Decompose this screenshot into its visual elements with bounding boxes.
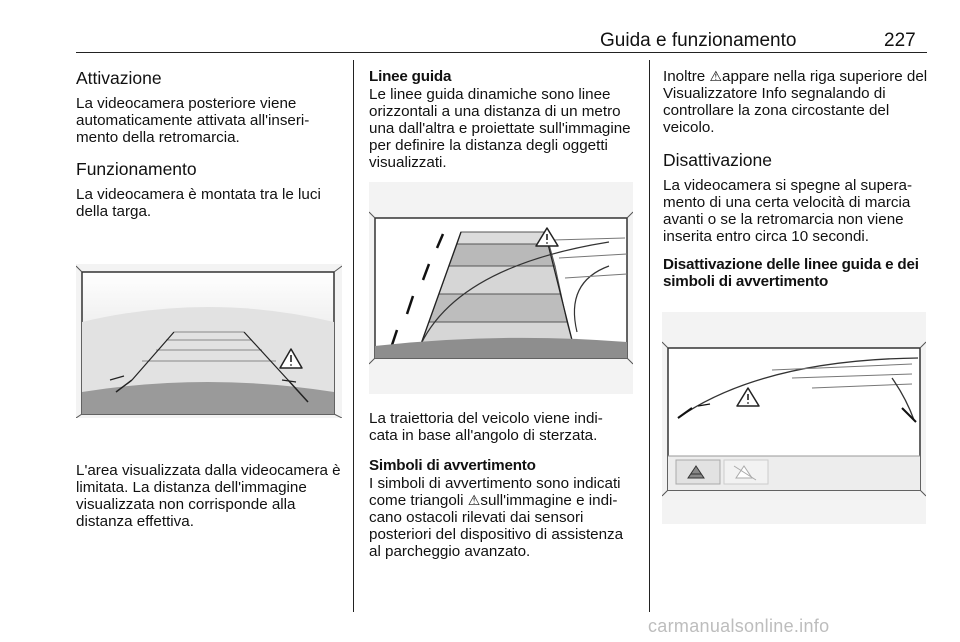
page-number: 227: [884, 30, 916, 51]
inoltre-text-part1: Inoltre: [663, 68, 706, 85]
warning-triangle-icon: ⚠: [709, 68, 723, 84]
paragraph-disattivazione: La videocamera si spegne al supera- mento di una certa velocità di marcia avanti o se la retromarcia non viene inserita entro circa 10 secondi.: [663, 177, 913, 245]
column-3: [663, 68, 929, 290]
paragraph-linee-guida: Le linee guida dinamiche sono linee orizzontali a una distanza di un metro una dall'altra e proiettate sull'immagine per definire la distanza degli oggetti visualizzati.: [369, 86, 631, 171]
figure-camera-view: [76, 264, 342, 418]
heading-linee-guida: Linee guida: [369, 68, 452, 85]
figure-disable-guidelines: [662, 312, 926, 524]
column-divider-2: [649, 60, 650, 612]
paragraph-area-visualizzata: L'area visualizzata dalla videocamera è limitata. La distanza dell'immagine visualizzata non corrisponde alla distanza effettiva.: [76, 462, 341, 530]
paragraph-traiettoria: La traiettoria del veicolo viene indi- cata in base all'angolo di sterzata.: [369, 410, 603, 444]
heading-simboli: Simboli di avvertimento: [369, 457, 536, 474]
guidelines-off-icon[interactable]: [724, 460, 768, 484]
column-1-lower: [76, 462, 344, 530]
guidelines-on-icon[interactable]: [676, 460, 720, 484]
guidelines-illustration: [369, 182, 633, 394]
column-divider-1: [353, 60, 354, 612]
heading-disattivazione: Disattivazione: [663, 150, 772, 170]
heading-funzionamento: Funzionamento: [76, 159, 197, 179]
camera-view-illustration: [76, 264, 342, 418]
paragraph-inoltre: [663, 68, 929, 136]
disable-guidelines-illustration: [662, 312, 926, 524]
inoltre-text-part2: appare nella riga superiore del Visualizzatore Info segnalando di controllare la zona circostante del veicolo.: [663, 68, 928, 136]
paragraph-funzionamento: La videocamera è montata tra le luci della targa.: [76, 186, 321, 220]
column-1: [76, 68, 344, 220]
column-2-lower: [369, 410, 635, 560]
simboli-text-part1: I simboli di avvertimento sono indicati come triangoli: [369, 475, 621, 509]
heading-disattivazione-linee: Disattivazione delle linee guida e dei simboli di avvertimento: [663, 256, 919, 290]
header-rule: [76, 52, 927, 53]
paragraph-simboli: [369, 475, 635, 560]
watermark: carmanualsonline.info: [648, 616, 830, 636]
paragraph-attivazione: La videocamera posteriore viene automaticamente attivata all'inseri- mento della retromarcia.: [76, 95, 310, 146]
simboli-text-part2: sull'immagine e indi- cano ostacoli rilevati dai sensori posteriori del dispositivo di assistenza al parcheggio avanzato.: [369, 492, 624, 560]
warning-triangle-icon: ⚠: [467, 492, 481, 508]
column-2: [369, 68, 635, 171]
figure-guidelines: [369, 182, 633, 394]
section-title: Guida e funzionamento: [600, 30, 797, 51]
heading-attivazione: Attivazione: [76, 68, 162, 88]
